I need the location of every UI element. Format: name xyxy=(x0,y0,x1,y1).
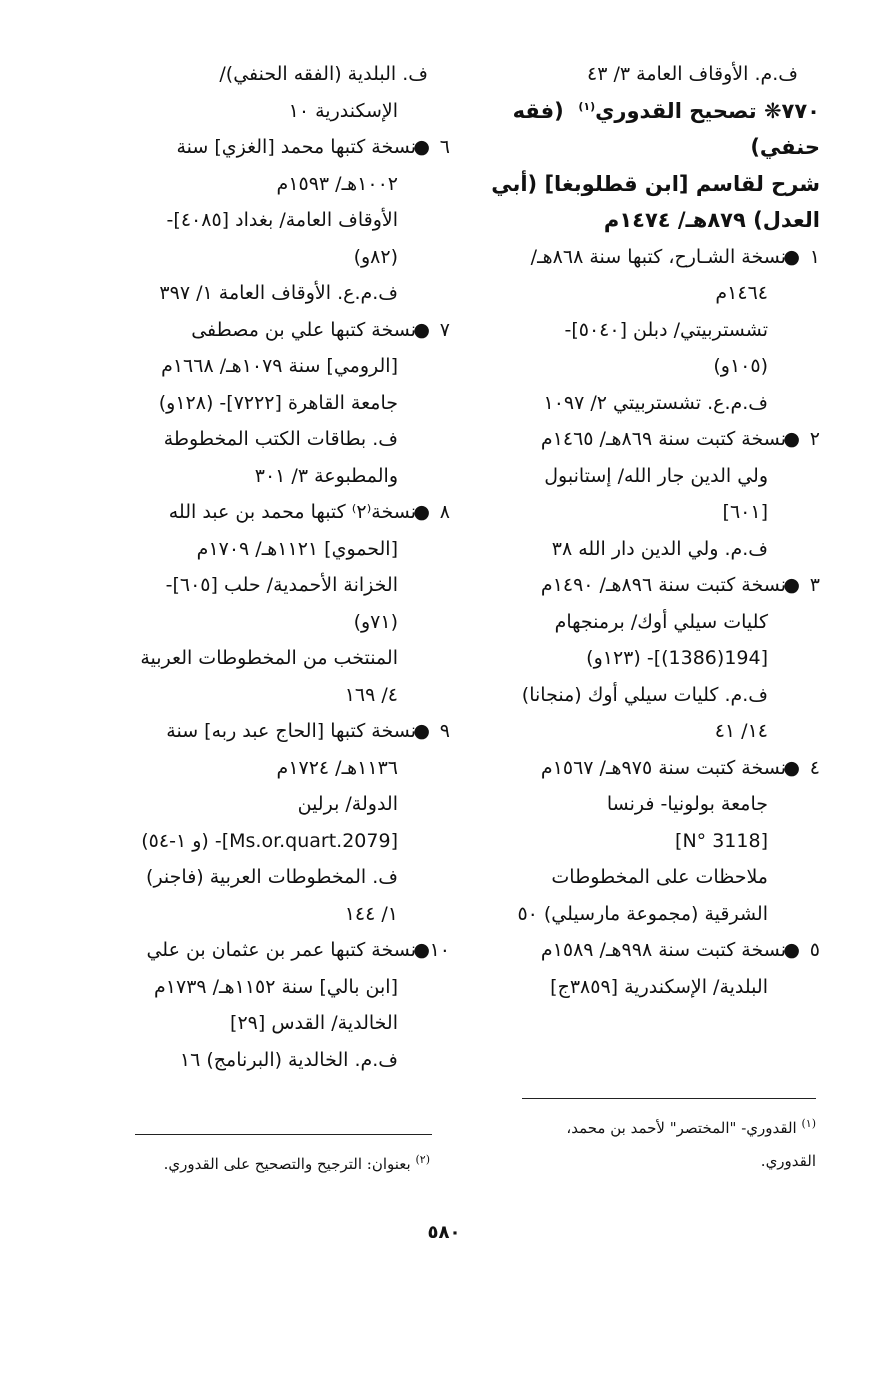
manuscript-detail: الخالدية/ القدس [٢٩] xyxy=(230,1012,398,1034)
manuscript-detail: ف.م. ولي الدين دار الله ٣٨ xyxy=(551,537,768,560)
manuscript-detail: كليات سيلي أوك/ برمنجهام xyxy=(554,610,768,633)
catalog-reference: ف. البلدية (الفقه الحنفي)/ xyxy=(219,63,428,85)
manuscript-detail: [ابن بالي] سنة ١١٥٢هـ/ ١٧٣٩م xyxy=(154,975,398,998)
bullet-icon: ● xyxy=(413,720,430,742)
manuscript-item xyxy=(470,932,820,969)
manuscript-item xyxy=(470,567,820,604)
manuscript-detail: [194(1386)]- (١٢٣و) xyxy=(586,647,768,669)
item-text: نسخة كتبت سنة ٨٩٦هـ/ ١٤٩٠م xyxy=(540,574,786,596)
manuscript-detail: الأوقاف العامة/ بغداد [٤٠٨٥]- xyxy=(166,209,398,231)
item-number: ٣ xyxy=(809,574,820,596)
manuscript-detail: ١٠٠٢هـ/ ١٥٩٣م xyxy=(276,172,398,195)
manuscript-detail: [N° 3118] xyxy=(675,829,768,852)
item-text: نسخة كتبت سنة ٨٦٩هـ/ ١٤٦٥م xyxy=(540,428,786,450)
manuscript-detail: ف.م. كليات سيلي أوك (منجانا) xyxy=(521,683,768,706)
manuscript-detail: البلدية/ الإسكندرية [٣٨٥٩ج] xyxy=(550,975,768,998)
manuscript-detail: [الرومي] سنة ١٠٧٩هـ/ ١٦٦٨م xyxy=(161,355,398,377)
entry-star-icon: ❋ xyxy=(763,98,782,123)
manuscript-detail: جامعة القاهرة [٧٢٢٢]- (١٢٨و) xyxy=(158,391,398,414)
commentary-line: العدل) ٨٧٩هـ/ ١٤٧٤م xyxy=(603,208,820,232)
manuscript-detail: الخزانة الأحمدية/ حلب [٦٠٥]- xyxy=(165,574,398,596)
manuscript-item xyxy=(100,932,450,969)
manuscript-detail: (١٠٥و) xyxy=(713,355,768,377)
manuscript-detail: ١/ ١٤٤ xyxy=(344,902,398,925)
bullet-icon: ● xyxy=(413,136,430,158)
manuscript-detail: ١٤/ ٤١ xyxy=(714,720,768,742)
manuscript-detail: [٦٠١] xyxy=(722,501,768,523)
footnote-text: بعنوان: الترجيح والتصحيح على القدوري. xyxy=(163,1155,411,1173)
bullet-icon: ● xyxy=(783,428,800,450)
catalog-reference: الإسكندرية ١٠ xyxy=(288,99,398,122)
manuscript-detail: ٤/ ١٦٩ xyxy=(344,683,398,706)
item-number: ١ xyxy=(809,245,820,268)
commentary-line: شرح لقاسم [ابن قطلوبغا] (أبي xyxy=(491,171,820,196)
manuscript-detail: المنتخب من المخطوطات العربية xyxy=(140,647,398,669)
footnote-text: القدوري. xyxy=(760,1152,816,1170)
manuscript-detail: تشستربيتي/ دبلن [٥٠٤٠]- xyxy=(564,318,768,341)
entry-category-cont: حنفي) xyxy=(750,135,820,159)
manuscript-detail: ولي الدين جار الله/ إستانبول xyxy=(544,464,768,487)
manuscript-item xyxy=(470,239,820,276)
item-number: ٨ xyxy=(439,501,450,523)
item-text: نسخة الشـارح، كتبها سنة ٨٦٨هـ/ xyxy=(530,245,786,268)
manuscript-item xyxy=(100,713,450,750)
item-text: نسخة كتبها [الحاج عبد ربه] سنة xyxy=(166,720,416,742)
manuscript-detail: (٨٢و) xyxy=(353,245,398,268)
item-number: ٤ xyxy=(809,756,820,779)
bullet-icon: ● xyxy=(783,245,800,268)
bullet-icon: ● xyxy=(783,939,800,961)
bullet-icon: ● xyxy=(413,939,430,961)
bullet-icon: ● xyxy=(413,318,430,341)
entry-category: (فقه xyxy=(512,98,564,123)
entry-number: ٧٧٠ xyxy=(781,98,820,123)
manuscript-detail: ١٤٦٤م xyxy=(715,282,768,304)
item-text: نسخة كتبت سنة ٩٧٥هـ/ ١٥٦٧م xyxy=(540,756,786,779)
manuscript-item xyxy=(100,312,450,349)
item-number: ٩ xyxy=(439,720,450,742)
item-number: ٦ xyxy=(439,136,450,158)
manuscript-detail: (٧١و) xyxy=(353,610,398,633)
page-number: ٥٨٠ xyxy=(427,1222,461,1243)
bullet-icon: ● xyxy=(783,756,800,779)
bullet-icon: ● xyxy=(413,501,430,523)
manuscript-detail: ١١٣٦هـ/ ١٧٢٤م xyxy=(276,756,398,779)
manuscript-list xyxy=(100,129,450,1078)
manuscript-detail: ملاحظات على المخطوطات xyxy=(551,866,768,888)
footnote-marker: (١) xyxy=(801,1117,816,1130)
footnote-marker: (٢) xyxy=(415,1153,430,1166)
manuscript-detail: الشرقية (مجموعة مارسيلي) ٥٠ xyxy=(517,902,768,925)
footnote-rule xyxy=(135,1134,432,1135)
manuscript-detail: جامعة بولونيا- فرنسا xyxy=(606,793,768,815)
catalog-reference: ف.م. الأوقاف العامة ٣/ ٤٣ xyxy=(587,63,798,85)
item-text: نسخة كتبت سنة ٩٩٨هـ/ ١٥٨٩م xyxy=(540,939,786,961)
footnote-rule xyxy=(522,1098,816,1099)
item-number: ٧ xyxy=(439,318,450,341)
item-text: نسخة كتبها محمد [الغزي] سنة xyxy=(176,136,416,158)
item-number: ١٠ xyxy=(429,939,450,961)
manuscript-detail: ف. بطاقات الكتب المخطوطة xyxy=(163,428,398,450)
manuscript-detail: والمطبوعة ٣/ ٣٠١ xyxy=(254,464,398,487)
item-text: نسخة⁽٢⁾ كتبها محمد بن عبد الله xyxy=(168,501,416,523)
bullet-icon: ● xyxy=(783,574,800,596)
footnote-text: القدوري- "المختصر" لأحمد بن محمد، xyxy=(566,1119,797,1137)
manuscript-detail: الدولة/ برلين xyxy=(297,793,398,815)
manuscript-item xyxy=(100,494,450,531)
entry-title: تصحيح القدوري xyxy=(595,98,757,123)
manuscript-detail: ف.م.ع. الأوقاف العامة ١/ ٣٩٧ xyxy=(159,282,398,304)
footnote-1 xyxy=(470,1112,816,1178)
manuscript-detail: [الحموي] ١١٢١هـ/ ١٧٠٩م xyxy=(196,537,398,560)
item-number: ٥ xyxy=(809,939,820,961)
entry-heading xyxy=(470,93,820,130)
manuscript-detail: [Ms.or.quart.2079]- (و ١-٥٤) xyxy=(141,829,398,852)
item-number: ٢ xyxy=(809,428,820,450)
right-column xyxy=(470,56,820,1005)
manuscript-detail: ف. المخطوطات العربية (فاجنر) xyxy=(146,866,398,888)
manuscript-item xyxy=(470,750,820,787)
manuscript-item xyxy=(100,129,450,166)
manuscript-detail: ف.م. الخالدية (البرنامج) ١٦ xyxy=(179,1048,398,1071)
left-column xyxy=(100,56,450,1078)
manuscript-list xyxy=(470,239,820,1006)
item-text: نسخة كتبها علي بن مصطفى xyxy=(191,318,416,341)
manuscript-detail: ف.م.ع. تشستربيتي ٢/ ١٠٩٧ xyxy=(543,391,768,414)
item-text: نسخة كتبها عمر بن عثمان بن علي xyxy=(146,939,416,961)
footnote-2 xyxy=(100,1148,430,1181)
footnote-marker: (١) xyxy=(578,99,596,113)
manuscript-item xyxy=(470,421,820,458)
